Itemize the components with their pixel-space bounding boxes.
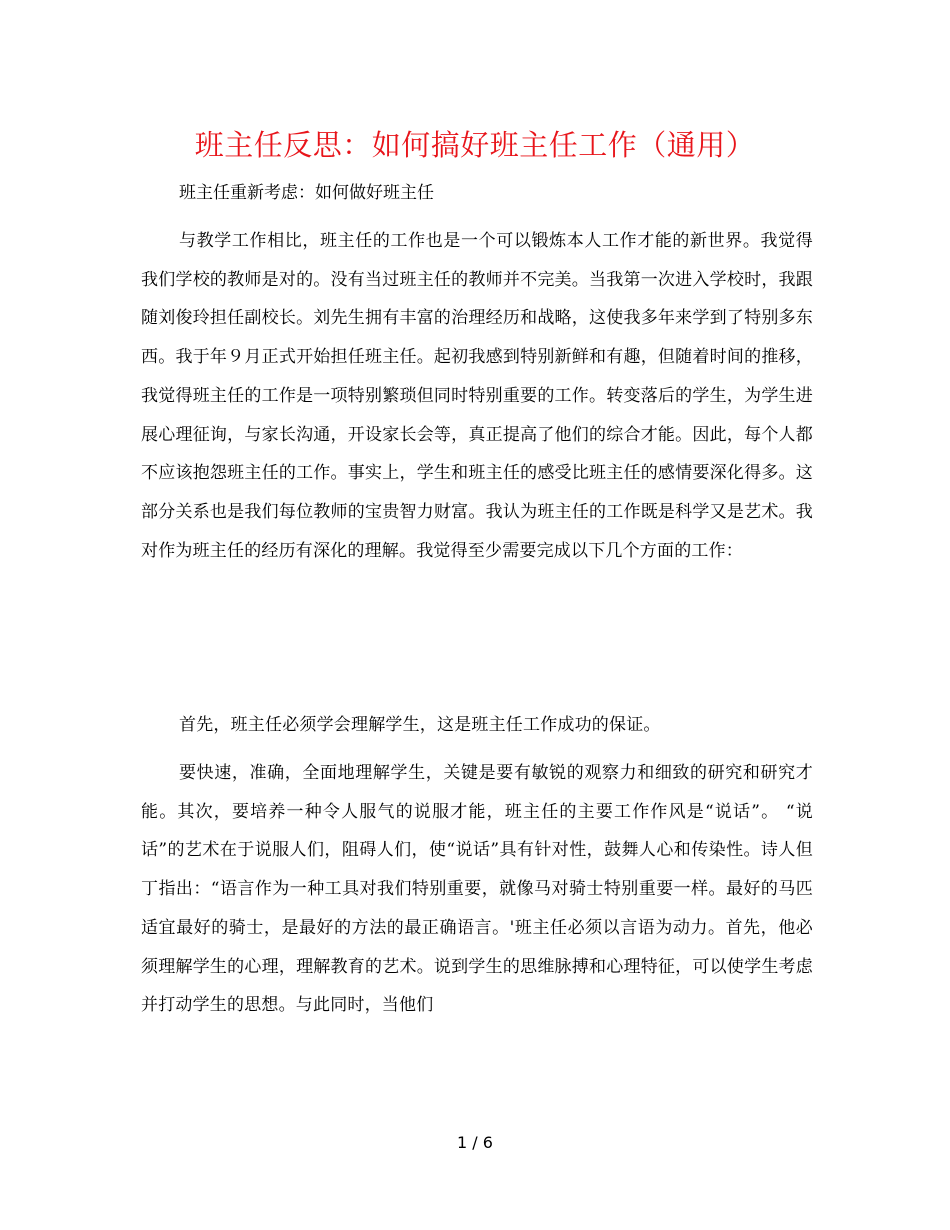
page-number: 1 / 6 — [457, 1133, 493, 1152]
document-subtitle: 班主任重新考虑：如何做好班主任 — [179, 183, 434, 203]
paragraph-3: 要快速，准确，全面地理解学生，关键是要有敏锐的观察力和细致的研究和研究才能。其次，要培养一种令人服气的说服才能，班主任的主要工作作风是“说话”。 “说话”的艺术在于说服人们，阻碍人们，使“说话”具有针对性，鼓舞人心和传染性。诗人但丁指出：“语言作为一种工具对我们特别重要，就像马对骑士特别重要一样。最好的马匹适宜最好的骑士，是最好的方法的最正确语言。'班主任必须以言语为动力。首先，他必须理解学生的心理，理解教育的艺术。说到学生的思维脉搏和心理特征，可以使学生考虑并打动学生的思想。与此同时，当他们 — [141, 763, 813, 1016]
paragraph-1: 与教学工作相比，班主任的工作也是一个可以锻炼本人工作才能的新世界。我觉得我们学校的教师是对的。没有当过班主任的教师并不完美。当我第一次进入学校时，我跟随刘俊玲担任副校长。刘先生拥有丰富的治理经历和战略，这使我多年来学到了特别多东西。我于年９月正式开始担任班主任。起初我感到特别新鲜和有趣，但随着时间的推移，我觉得班主任的工作是一项特别繁琐但同时特别重要的工作。转变落后的学生，为学生进展心理征询，与家长沟通，开设家长会等，真正提高了他们的综合才能。因此，每个人都不应该抱怨班主任的工作。事实上，学生和班主任的感受比班主任的感情要深化得多。这部分关系也是我们每位教师的宝贵智力财富。我认为班主任的工作既是科学又是艺术。我对作为班主任的经历有深化的理解。我觉得至少需要完成以下几个方面的工作： — [141, 231, 813, 561]
document-title: 班主任反思：如何搞好班主任工作（通用） — [194, 128, 756, 162]
paragraph-2: 首先，班主任必须学会理解学生，这是班主任工作成功的保证。 — [179, 715, 661, 735]
